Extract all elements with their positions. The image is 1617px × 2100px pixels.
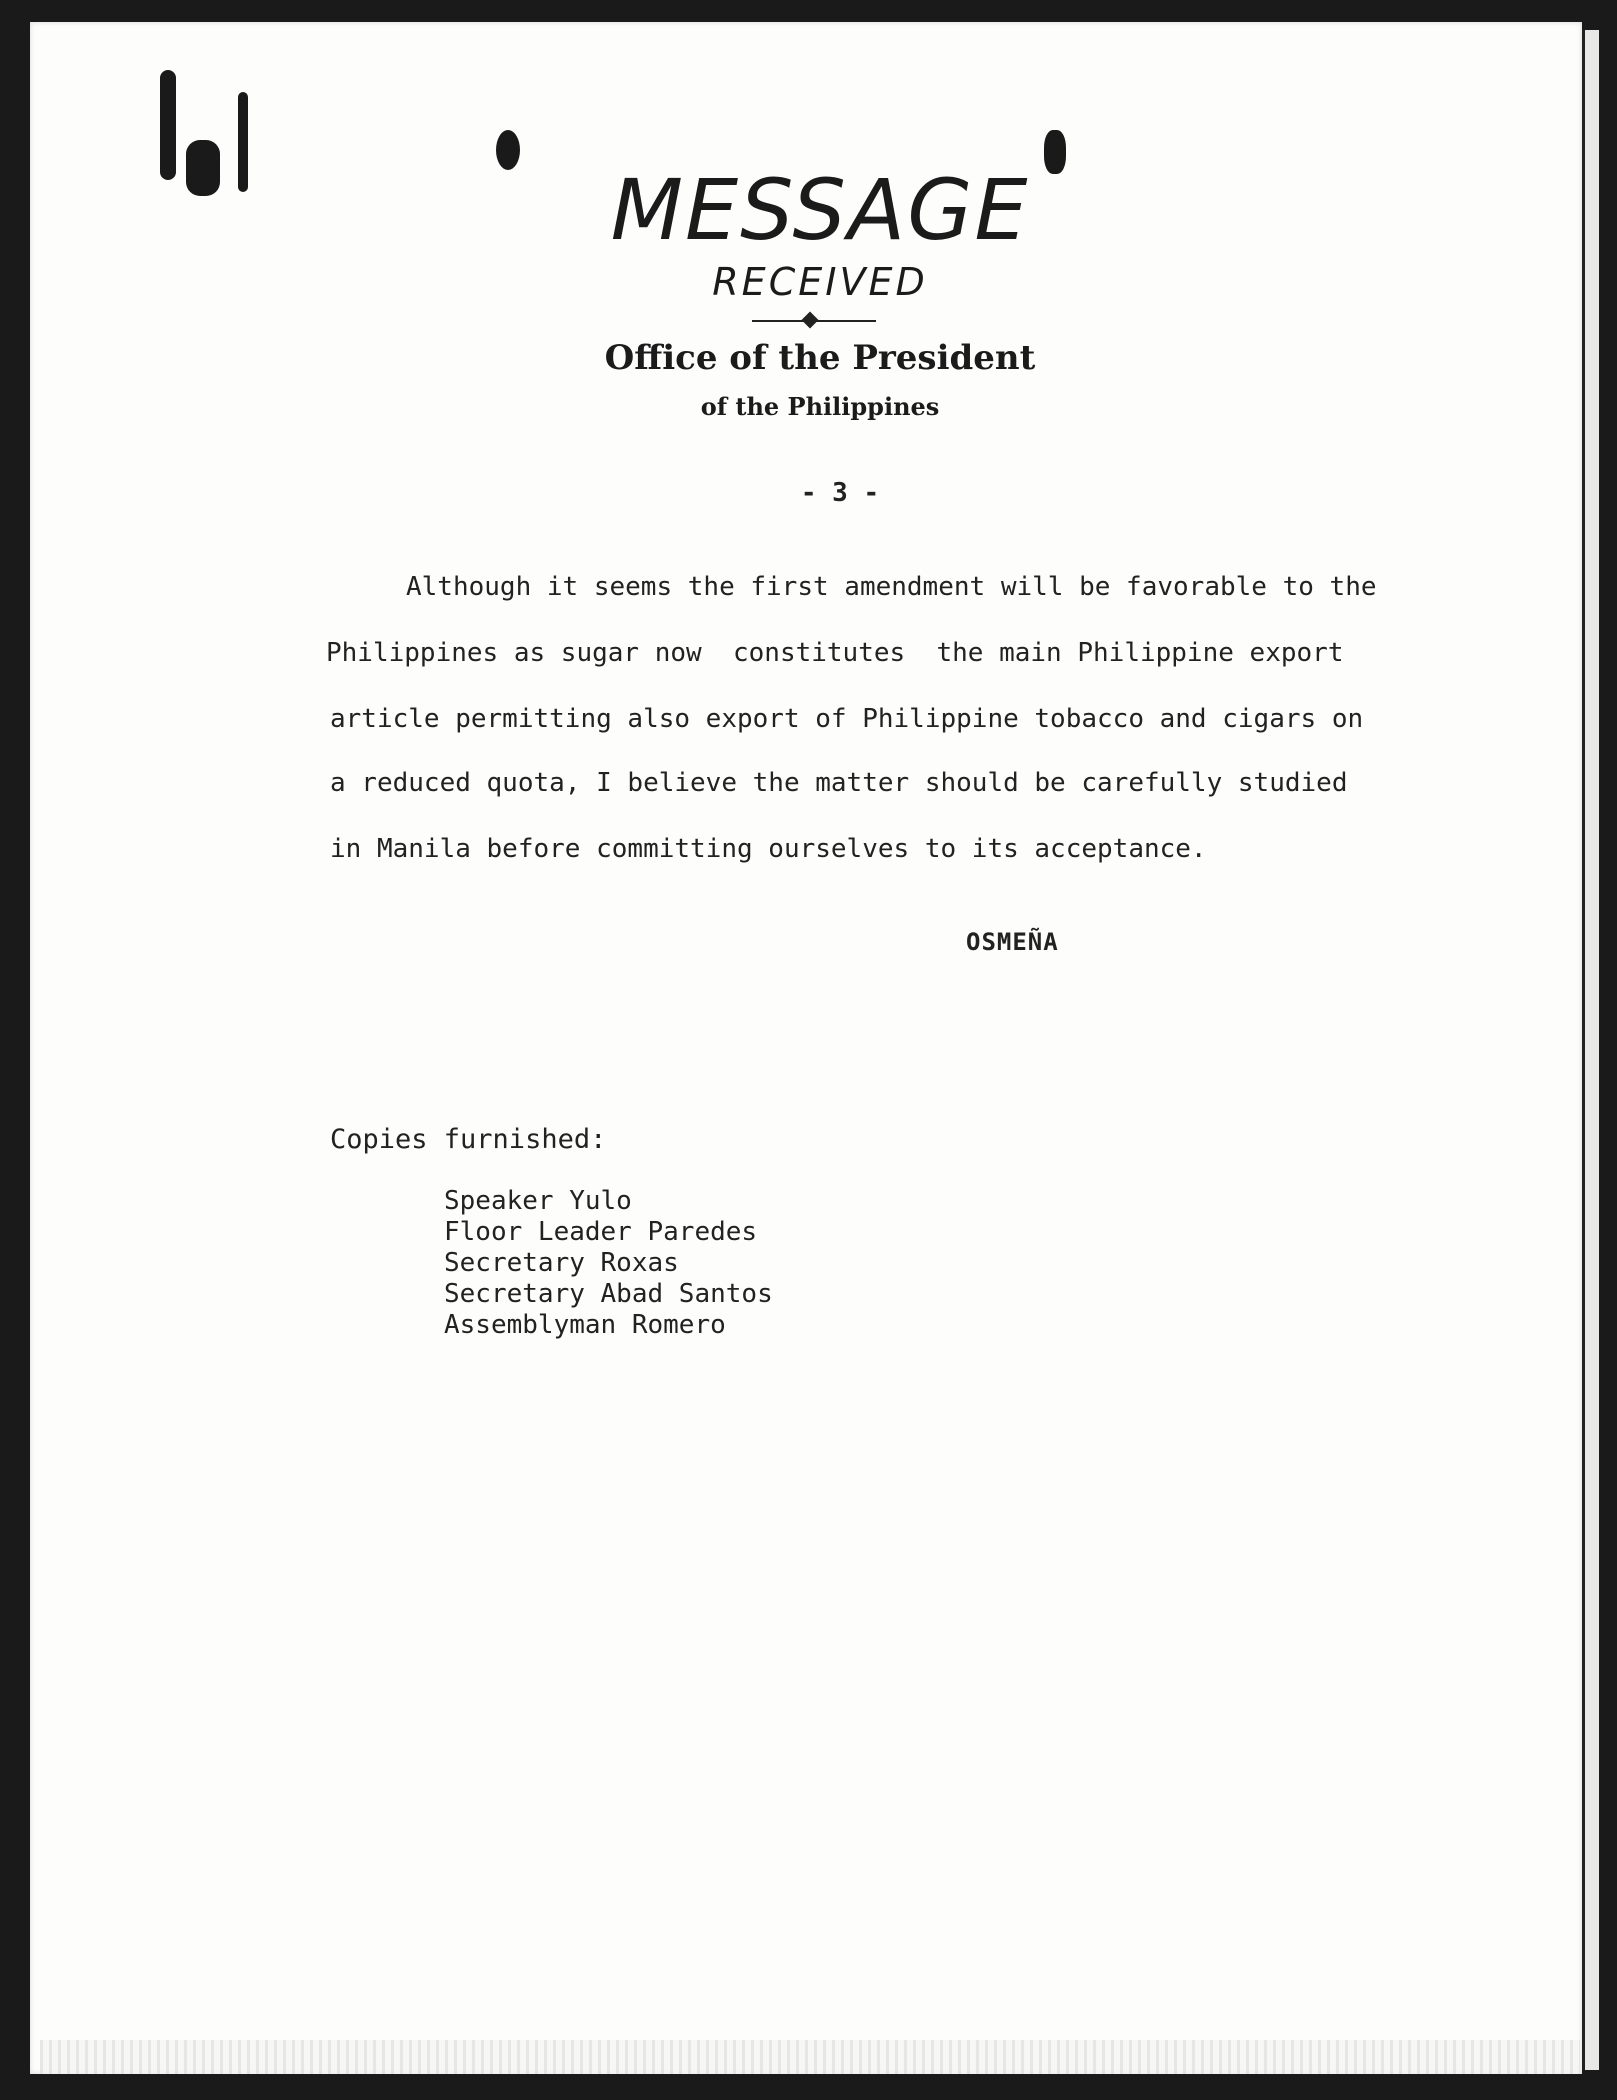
list-item: Secretary Roxas <box>444 1248 679 1278</box>
ink-mark <box>238 92 248 192</box>
scan-smudge <box>40 2040 1580 2074</box>
paper-edge <box>1582 30 1599 2070</box>
body-line: Philippines as sugar now constitutes the main Philippine export <box>326 638 1344 668</box>
body-line: in Manila before committing ourselves to its acceptance. <box>330 834 1207 864</box>
letterhead-subtitle: RECEIVED <box>712 260 928 304</box>
list-item: Assemblyman Romero <box>444 1310 726 1340</box>
ink-mark <box>160 70 176 180</box>
body-line: Although it seems the first amendment will be favorable to the <box>406 572 1377 602</box>
signature: OSMEÑA <box>966 928 1059 956</box>
ink-mark <box>186 140 220 196</box>
letterhead-country: of the Philippines <box>700 392 940 421</box>
list-item: Secretary Abad Santos <box>444 1279 773 1309</box>
letterhead-office: Office of the President <box>604 338 1036 378</box>
body-line: a reduced quota, I believe the matter should be carefully studied <box>330 768 1348 798</box>
copies-label: Copies furnished: <box>330 1124 607 1155</box>
letterhead-title: MESSAGE <box>610 161 1030 259</box>
page-number: - 3 - <box>800 478 880 508</box>
body-line: article permitting also export of Philippine tobacco and cigars on <box>330 704 1364 734</box>
list-item: Speaker Yulo <box>444 1186 632 1216</box>
list-item: Floor Leader Paredes <box>444 1217 758 1247</box>
copies-list <box>444 1186 773 1341</box>
paper-sheet <box>30 22 1582 2074</box>
ink-mark <box>496 130 520 170</box>
